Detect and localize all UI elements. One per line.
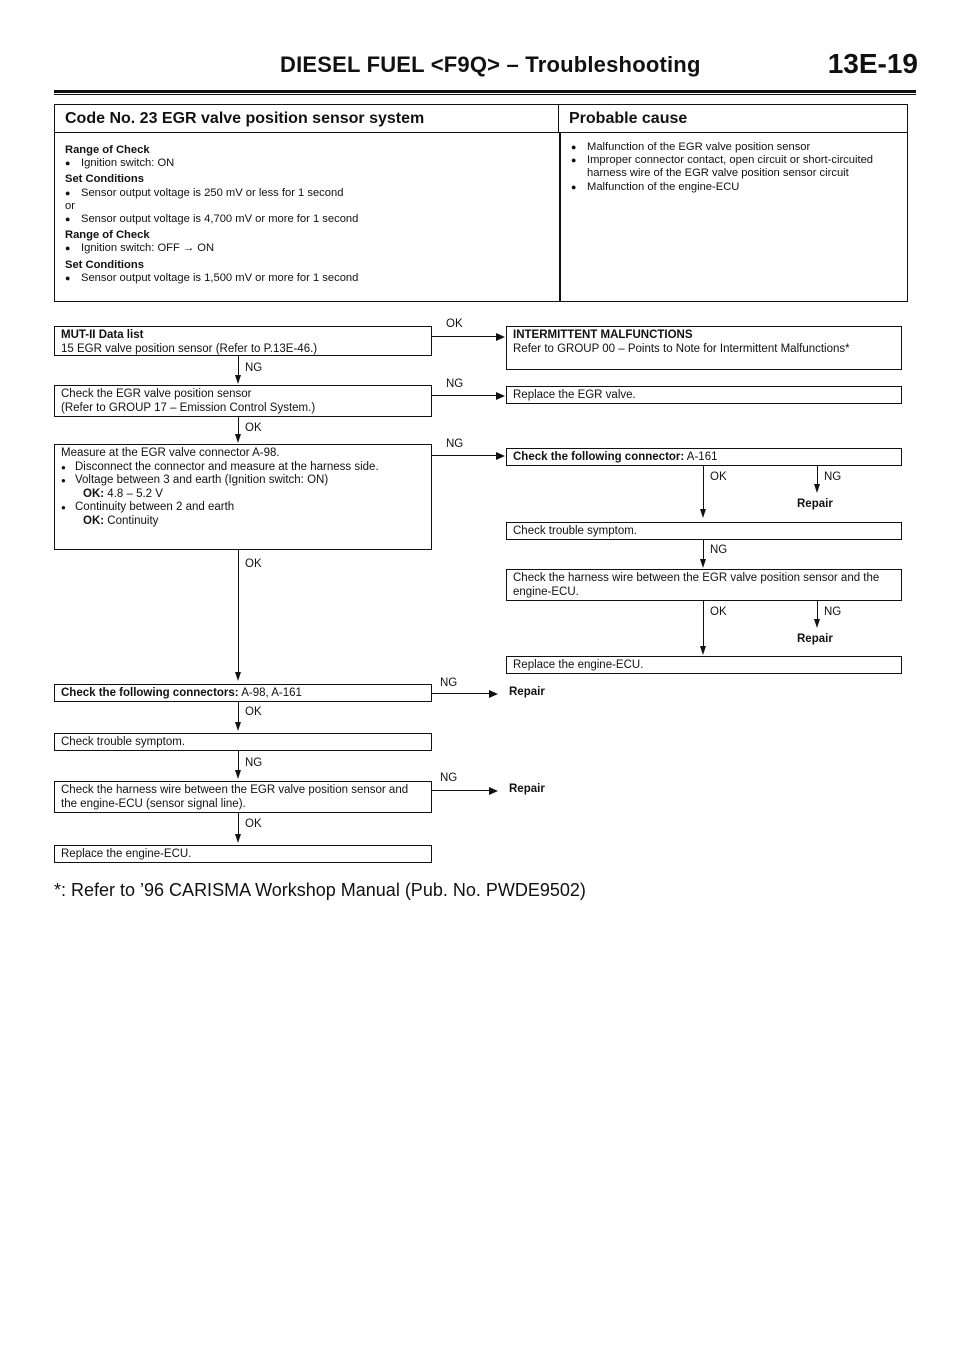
cause-item: ● Malfunction of the engine-ECU xyxy=(571,181,901,194)
ng-label: NG xyxy=(710,544,728,556)
arrow-right-icon xyxy=(489,787,498,795)
footnote: *: Refer to ’96 CARISMA Workshop Manual (Pub. No. PWDE9502) xyxy=(54,880,586,900)
check-connector-a161-box: Check the following connector: A-161 xyxy=(506,448,902,466)
ok-label: OK xyxy=(245,818,262,830)
header-rule xyxy=(54,90,916,93)
repair-label: Repair xyxy=(797,498,833,510)
check-trouble-symptom-box: Check trouble symptom. xyxy=(54,733,432,751)
arrow-down-icon xyxy=(700,646,706,655)
ng-label: NG xyxy=(440,772,458,784)
ng-label: NG xyxy=(446,438,464,450)
arrow-down-icon xyxy=(235,434,241,443)
arrow-down-icon xyxy=(700,509,706,518)
measure-connector-box: Measure at the EGR valve connector A-98. ● Disconnect the connector and measure at the harness side. ● Voltage between 3 and earth (Ignition switch: ON) OK: 4.8 – 5.2 V ● Continuity between 2 and earth OK: Continuity xyxy=(54,444,432,550)
check-harness-signal-line-box: Check the harness wire between the EGR valve position sensor and the engine-ECU (sensor signal line). xyxy=(54,781,432,813)
ok-label: OK xyxy=(245,558,262,570)
arrow-right-icon xyxy=(496,392,505,400)
intermittent-malfunctions-box: INTERMITTENT MALFUNCTIONS Refer to GROUP 00 – Points to Note for Intermittent Malfunctions* xyxy=(506,326,902,370)
mut-data-list-box: MUT-II Data list 15 EGR valve position sensor (Refer to P.13E-46.) xyxy=(54,326,432,356)
set-condition-item: ● Sensor output voltage is 4,700 mV or more for 1 second xyxy=(65,213,555,226)
arrow-down-icon xyxy=(235,770,241,779)
check-harness-wire-box: Check the harness wire between the EGR valve position sensor and the engine-ECU. xyxy=(506,569,902,601)
ng-label: NG xyxy=(245,362,263,374)
set-conditions-title: Set Conditions xyxy=(65,258,144,271)
code-table xyxy=(54,104,908,302)
cause-item: ● Improper connector contact, open circuit or short-circuited harness wire of the EGR valve position sensor circuit xyxy=(571,154,901,180)
arrow-down-icon xyxy=(235,834,241,843)
repair-label: Repair xyxy=(797,633,833,645)
set-condition-item: ● Sensor output voltage is 1,500 mV or more for 1 second xyxy=(65,272,555,285)
arrow-down-icon xyxy=(814,484,820,493)
set-condition-or: or xyxy=(65,199,75,212)
arrow-down-icon xyxy=(814,619,820,628)
probable-causes xyxy=(571,141,901,194)
ok-label: OK xyxy=(710,606,727,618)
replace-engine-ecu-box: Replace the engine-ECU. xyxy=(54,845,432,863)
ng-label: NG xyxy=(824,471,842,483)
page-number: 13E-19 xyxy=(827,48,918,79)
ng-label: NG xyxy=(824,606,842,618)
repair-label: Repair xyxy=(509,686,545,698)
ok-label: OK xyxy=(710,471,727,483)
set-conditions-title: Set Conditions xyxy=(65,173,144,186)
ok-label: OK xyxy=(245,706,262,718)
ng-label: NG xyxy=(245,757,263,769)
ng-label: NG xyxy=(446,378,464,390)
probable-cause-heading: Probable cause xyxy=(559,105,907,133)
arrow-right-icon xyxy=(496,333,505,341)
range-of-check-item: ● Ignition switch: ON xyxy=(65,157,555,170)
ok-label: OK xyxy=(245,422,262,434)
range-of-check-title: Range of Check xyxy=(65,229,150,242)
arrow-down-icon xyxy=(235,672,241,681)
arrow-right-icon xyxy=(489,690,498,698)
check-trouble-symptom-box: Check trouble symptom. xyxy=(506,522,902,540)
column-divider xyxy=(559,133,561,301)
header-rule-thin xyxy=(54,94,916,95)
arrow-down-icon xyxy=(700,559,706,568)
arrow-right-icon xyxy=(496,452,505,460)
range-of-check-item: ● Ignition switch: OFF → ON xyxy=(65,242,555,255)
ng-label: NG xyxy=(440,677,458,689)
check-connectors-box: Check the following connectors: A-98, A-161 xyxy=(54,684,432,702)
arrow-down-icon xyxy=(235,375,241,384)
replace-egr-valve-box: Replace the EGR valve. xyxy=(506,386,902,404)
range-of-check-title: Range of Check xyxy=(65,144,150,156)
page-title: DIESEL FUEL <F9Q> – Troubleshooting xyxy=(280,52,701,77)
set-condition-item: ● Sensor output voltage is 250 mV or less for 1 second xyxy=(65,187,555,200)
arrow-down-icon xyxy=(235,722,241,731)
check-conditions xyxy=(65,141,555,285)
replace-engine-ecu-box: Replace the engine-ECU. xyxy=(506,656,902,674)
code-table-title: Code No. 23 EGR valve position sensor system xyxy=(55,105,559,133)
repair-label: Repair xyxy=(509,783,545,795)
ok-label: OK xyxy=(446,318,463,330)
check-egr-sensor-box: Check the EGR valve position sensor (Refer to GROUP 17 – Emission Control System.) xyxy=(54,385,432,417)
cause-item: ● Malfunction of the EGR valve position sensor xyxy=(571,141,901,154)
